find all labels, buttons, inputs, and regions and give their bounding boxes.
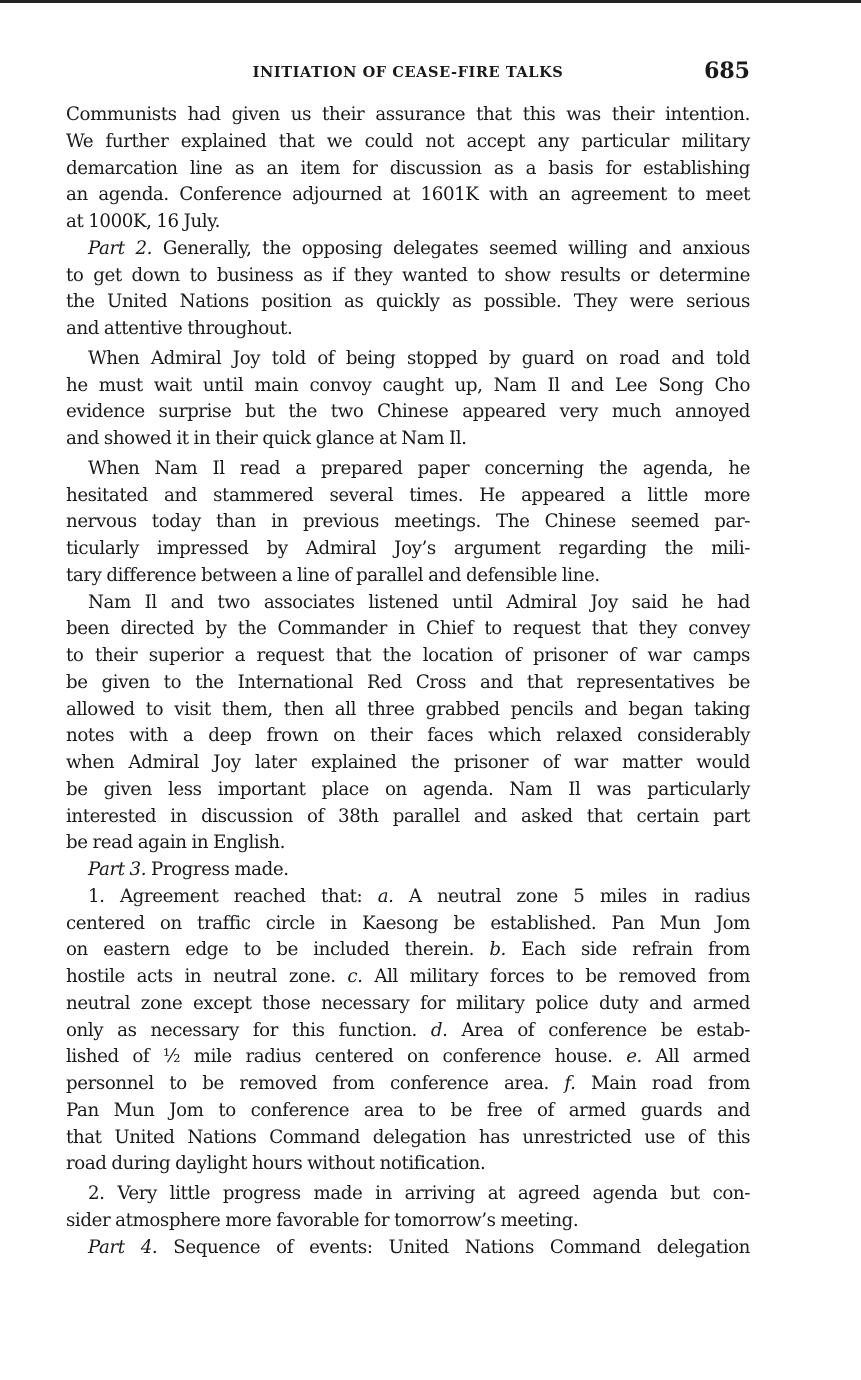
page-number: 685 <box>704 58 750 84</box>
text-line: 1. Agreement reached that: a. A neutral zone 5 miles in radius <box>88 885 751 907</box>
text-line: hostile acts in neutral zone. c. All military forces to be removed from <box>66 966 750 987</box>
page-header <box>66 58 750 88</box>
text-line: sider atmosphere more favorable for tomorrow’s meeting. <box>66 1209 579 1231</box>
paragraph <box>66 884 750 1178</box>
item-letter: b. <box>489 939 506 961</box>
text-line: Part 2. Generally, the opposing delegates seemed willing and anxious <box>88 237 750 259</box>
text-line: at 1000K, 16 July. <box>66 211 221 232</box>
text-line: interested in discussion of 38th parallel and asked that certain part <box>66 805 750 827</box>
paragraph <box>66 1235 750 1262</box>
text-line: that United Nations Command delegation has unrestricted use of this <box>66 1126 750 1148</box>
text-line: Part 4. Sequence of events: United Nations Command delegation <box>88 1236 750 1258</box>
paragraph <box>66 236 750 343</box>
paragraph <box>66 102 750 236</box>
paragraph <box>66 857 750 884</box>
part-label: Part 4. <box>88 1236 158 1258</box>
text-line: been directed by the Commander in Chief to request that they convey <box>66 618 750 640</box>
text-line: When Admiral Joy told of being stopped by guard on road and told <box>88 347 750 369</box>
paragraph <box>66 590 750 858</box>
text-line: evidence surprise but the two Chinese appeared very much annoyed <box>66 401 750 423</box>
body-text <box>66 102 750 1261</box>
text-line: hesitated and stammered several times. He appeared a little more <box>66 484 750 506</box>
text-line: 2. Very little progress made in arriving at agreed agenda but con- <box>88 1183 750 1204</box>
text-line: ticularly impressed by Admiral Joy’s argument regarding the mili- <box>66 538 750 559</box>
text-line: When Nam Il read a prepared paper concerning the agenda, he <box>88 457 750 479</box>
text-line: allowed to visit them, then all three grabbed pencils and began taking <box>66 698 750 720</box>
text-line: tary difference between a line of parallel and defensible line. <box>66 564 600 586</box>
part-label: Part 2. <box>88 237 153 259</box>
text-line: demarcation line as an item for discussion as a basis for establishing <box>66 157 750 179</box>
text-line: Nam Il and two associates listened until Admiral Joy said he had <box>88 591 750 613</box>
text-line: Part 3. Progress made. <box>88 859 289 880</box>
part-label: Part 3. <box>88 859 147 880</box>
top-rule <box>0 0 861 3</box>
paragraph <box>66 346 750 453</box>
text-line: when Admiral Joy later explained the prisoner of war matter would <box>66 752 750 773</box>
text-line: lished of ½ mile radius centered on conference house. e. All armed <box>66 1046 751 1068</box>
text-line: the United Nations position as quickly as possible. They were serious <box>66 291 750 313</box>
running-head: INITIATION OF CEASE-FIRE TALKS <box>252 64 564 81</box>
text-line: on eastern edge to be included therein. b. Each side refrain from <box>66 939 750 961</box>
text-line: We further explained that we could not accept any particular military <box>66 130 750 152</box>
item-letter: f. <box>564 1073 576 1094</box>
text-line: personnel to be removed from conference area. f. Main road from <box>66 1073 750 1094</box>
text-line: centered on traffic circle in Kaesong be established. Pan Mun Jom <box>66 912 750 934</box>
item-letter: a. <box>377 885 394 907</box>
text-line: and attentive throughout. <box>66 318 293 339</box>
item-letter: d. <box>430 1019 448 1041</box>
text-line: road during daylight hours without notification. <box>66 1153 486 1175</box>
text-line: he must wait until main convoy caught up, Nam Il and Lee Song Cho <box>66 374 750 396</box>
text-line: to their superior a request that the location of prisoner of war camps <box>66 645 750 666</box>
text-line: be given to the International Red Cross and that representatives be <box>66 671 750 693</box>
item-letter: c. <box>347 966 363 987</box>
text-line: and showed it in their quick glance at Nam Il. <box>66 428 467 449</box>
text-line: Pan Mun Jom to conference area to be free of armed guards and <box>66 1099 750 1121</box>
paragraph <box>66 456 750 590</box>
text-line: neutral zone except those necessary for military police duty and armed <box>66 992 750 1014</box>
item-letter: e. <box>626 1046 642 1068</box>
text-line: Communists had given us their assurance that this was their intention. <box>66 104 750 125</box>
paragraph <box>66 1181 750 1235</box>
text-line: to get down to business as if they wanted to show results or determine <box>66 264 750 286</box>
text-line: an agenda. Conference adjourned at 1601K with an agreement to meet <box>66 184 750 206</box>
text-line: nervous today than in previous meetings. The Chinese seemed par- <box>66 511 750 533</box>
text-line: notes with a deep frown on their faces which relaxed considerably <box>66 725 750 747</box>
text-line: be given less important place on agenda. Nam Il was particularly <box>66 778 750 800</box>
text-line: be read again in English. <box>66 832 285 854</box>
text-line: only as necessary for this function. d. Area of conference be estab- <box>66 1019 750 1041</box>
